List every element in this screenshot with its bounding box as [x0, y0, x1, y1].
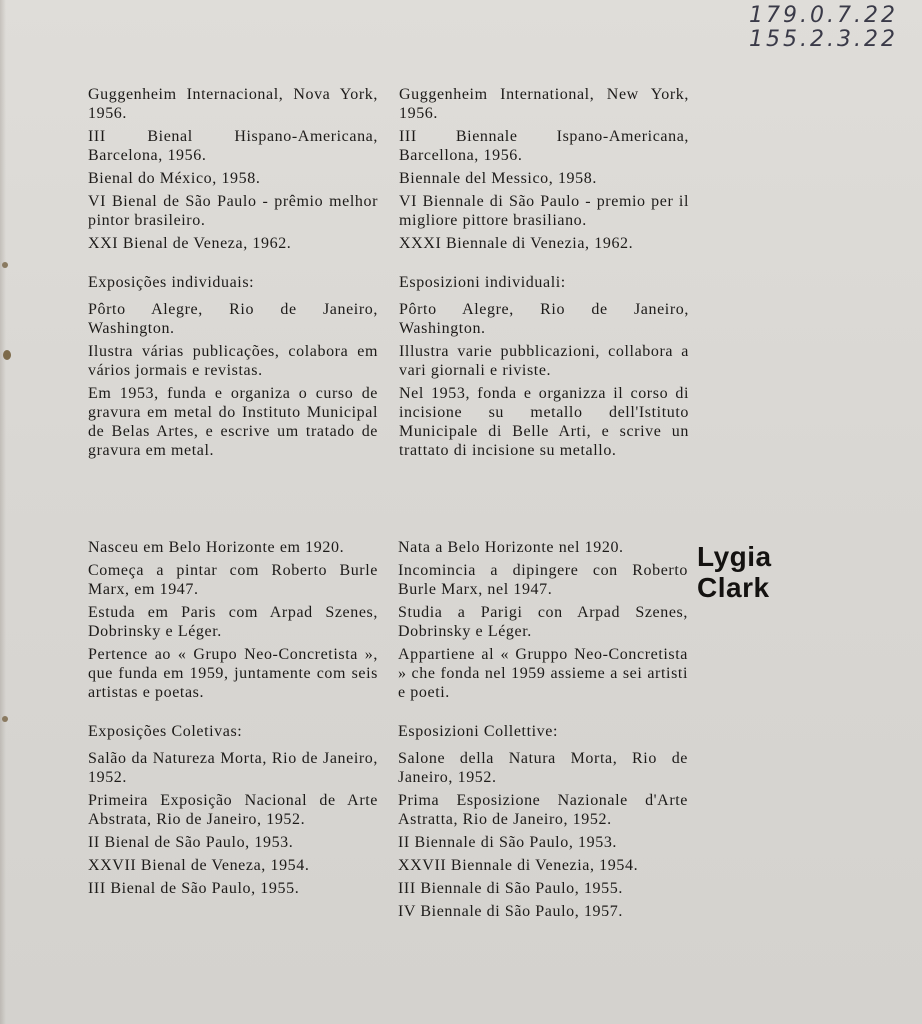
text-paragraph: II Bienal de São Paulo, 1953.: [88, 834, 294, 851]
text-paragraph: Em 1953, funda e organiza o curso de gravura em metal do Instituto Municipal de Belas Artes, e escrive um tratado de gravura em metal.: [88, 385, 378, 459]
text-paragraph: Salone della Natura Morta, Rio de Janeiro, 1952.: [398, 750, 688, 786]
text-paragraph: Pôrto Alegre, Rio de Janeiro, Washington.: [399, 301, 689, 337]
text-paragraph: III Bienal Hispano-Americana, Barcelona, 1956.: [88, 128, 378, 164]
text-paragraph: XXVII Bienal de Veneza, 1954.: [88, 857, 310, 874]
portuguese-exhibitions-column: [88, 85, 378, 464]
italian-exhibitions-column: [399, 85, 689, 464]
text-paragraph: Bienal do México, 1958.: [88, 170, 261, 187]
artist-last-name: Clark: [697, 572, 770, 603]
text-paragraph: II Biennale di São Paulo, 1953.: [398, 834, 618, 851]
paper-stain-mark: [3, 350, 11, 360]
artist-first-name: Lygia: [697, 541, 772, 572]
section-heading: Exposições Coletivas:: [88, 723, 243, 740]
handwritten-line-2: 155.2.3.22: [749, 27, 898, 52]
text-paragraph: Studia a Parigi con Arpad Szenes, Dobrinsky e Léger.: [398, 604, 688, 640]
text-paragraph: Nel 1953, fonda e organizza il corso di incisione su metallo dell'Istituto Municipale di Belle Arti, e scrive un trattato di incisione su metallo.: [399, 385, 689, 459]
text-paragraph: Ilustra várias publicações, colabora em vários jormais e revistas.: [88, 343, 378, 379]
text-paragraph: Salão da Natureza Morta, Rio de Janeiro, 1952.: [88, 750, 378, 786]
paper-stain-mark: [2, 262, 8, 268]
text-paragraph: XXXI Biennale di Venezia, 1962.: [399, 235, 634, 252]
page-left-edge-shadow: [0, 0, 6, 1024]
section-heading: Esposizioni Collettive:: [398, 723, 559, 740]
text-paragraph: Começa a pintar com Roberto Burle Marx, em 1947.: [88, 562, 378, 598]
handwritten-line-1: 179.0.7.22: [749, 3, 898, 28]
paper-stain-mark: [2, 716, 8, 722]
text-paragraph: III Biennale di São Paulo, 1955.: [398, 880, 623, 897]
text-paragraph: Primeira Exposição Nacional de Arte Abstrata, Rio de Janeiro, 1952.: [88, 792, 378, 828]
text-paragraph: III Biennale Ispano-Americana, Barcellona, 1956.: [399, 128, 689, 164]
text-paragraph: Incomincia a dipingere con Roberto Burle Marx, nel 1947.: [398, 562, 688, 598]
text-paragraph: XXVII Biennale di Venezia, 1954.: [398, 857, 639, 874]
text-paragraph: XXI Bienal de Veneza, 1962.: [88, 235, 292, 252]
artist-name: [697, 541, 772, 603]
text-paragraph: Illustra varie pubblicazioni, collabora a vari giornali e riviste.: [399, 343, 689, 379]
text-paragraph: IV Biennale di São Paulo, 1957.: [398, 903, 623, 920]
text-paragraph: Pertence ao « Grupo Neo-Concretista », que funda em 1959, juntamente com seis artistas e poetas.: [88, 646, 378, 701]
section-heading: Esposizioni individuali:: [399, 274, 566, 291]
text-paragraph: Nasceu em Belo Horizonte em 1920.: [88, 539, 345, 556]
text-paragraph: VI Biennale di São Paulo - premio per il migliore pittore brasiliano.: [399, 193, 689, 229]
text-paragraph: VI Bienal de São Paulo - prêmio melhor pintor brasileiro.: [88, 193, 378, 229]
text-paragraph: Estuda em Paris com Arpad Szenes, Dobrinsky e Léger.: [88, 604, 378, 640]
text-paragraph: Pôrto Alegre, Rio de Janeiro, Washington.: [88, 301, 378, 337]
text-paragraph: Guggenheim Internacional, Nova York, 1956.: [88, 86, 378, 122]
text-paragraph: III Bienal de São Paulo, 1955.: [88, 880, 300, 897]
text-paragraph: Guggenheim International, New York, 1956.: [399, 86, 689, 122]
section-heading: Exposições individuais:: [88, 274, 255, 291]
text-paragraph: Prima Esposizione Nazionale d'Arte Astratta, Rio de Janeiro, 1952.: [398, 792, 688, 828]
handwritten-catalog-number: [749, 4, 898, 52]
text-paragraph: Biennale del Messico, 1958.: [399, 170, 597, 187]
text-paragraph: Nata a Belo Horizonte nel 1920.: [398, 539, 624, 556]
portuguese-biography-column: [88, 538, 378, 902]
text-paragraph: Appartiene al « Gruppo Neo-Concretista » che fonda nel 1959 assieme a sei artisti e poeti.: [398, 646, 688, 701]
italian-biography-column: [398, 538, 688, 925]
